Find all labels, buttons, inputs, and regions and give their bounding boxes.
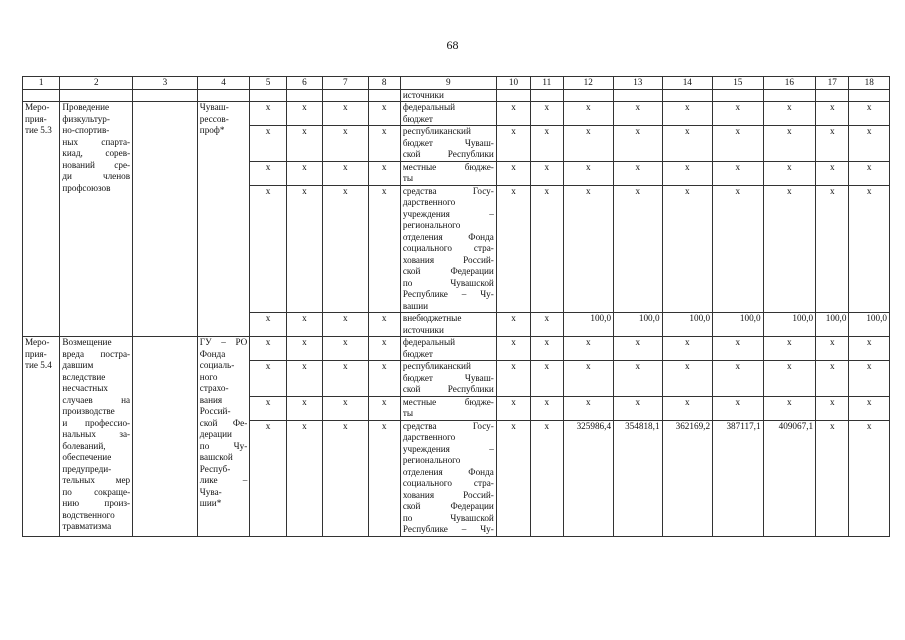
value-cell: х <box>849 396 890 420</box>
cell-line: вашской <box>199 452 233 462</box>
header-cell: 18 <box>849 77 890 90</box>
header-cell: 3 <box>133 77 198 90</box>
cell-line: федеральный <box>402 102 456 112</box>
cell-line: травматизма <box>62 521 112 531</box>
mark-cell: х <box>323 361 368 397</box>
header-cell: 10 <box>496 77 530 90</box>
mark-cell: х <box>250 313 286 337</box>
empty-cell <box>23 89 60 102</box>
cell-line: по Чувашской <box>402 277 494 288</box>
mark-cell: х <box>368 161 400 185</box>
mark-cell: х <box>323 337 368 361</box>
value-cell: х <box>614 337 663 361</box>
value-cell: х <box>713 396 764 420</box>
cell-line: республиканский <box>402 126 471 136</box>
cell-line: Республике – Чу- <box>402 289 494 299</box>
value-cell: х <box>496 161 530 185</box>
cell-line: хования Россий- <box>402 489 494 500</box>
cell-line: но-спортив- <box>62 125 110 135</box>
mark-cell: х <box>323 126 368 162</box>
source-cell <box>400 126 496 162</box>
cell-line: учреждения – <box>402 208 494 219</box>
mark-cell: х <box>323 313 368 337</box>
value-cell: х <box>713 102 764 126</box>
cell-line: по сокраще- <box>62 486 131 497</box>
value-cell: х <box>563 396 614 420</box>
value-cell: х <box>849 337 890 361</box>
value-cell: 387117,1 <box>713 420 764 536</box>
cell-line: дарственного <box>402 197 456 207</box>
mark-cell: х <box>286 313 322 337</box>
empty-cell <box>133 102 198 337</box>
cell-line: Чуваш- <box>199 102 229 112</box>
value-cell: х <box>563 102 614 126</box>
header-cell: 1 <box>23 77 60 90</box>
mark-cell: х <box>368 126 400 162</box>
header-cell: 13 <box>614 77 663 90</box>
mark-cell: х <box>286 420 322 536</box>
cell-line: киад, сорев- <box>62 148 131 158</box>
cell-line: прия- <box>25 348 47 359</box>
mark-cell: х <box>250 361 286 397</box>
cell-line: ской Федерации <box>402 266 494 276</box>
cell-line: лике – <box>199 475 248 485</box>
table-row <box>23 102 890 126</box>
mark-cell: х <box>286 102 322 126</box>
value-cell: х <box>713 161 764 185</box>
value-cell: х <box>496 361 530 397</box>
value-cell: х <box>563 126 614 162</box>
header-row <box>23 77 890 90</box>
mark-cell: х <box>250 185 286 313</box>
value-cell: х <box>662 102 713 126</box>
header-cell: 16 <box>763 77 816 90</box>
cell-line: ного <box>199 371 218 382</box>
value-cell: х <box>662 361 713 397</box>
value-cell: х <box>763 185 816 313</box>
value-cell: х <box>531 337 563 361</box>
cell-line: предупреди- <box>62 463 112 474</box>
cell-line: вреда постра- <box>62 348 131 359</box>
source-cell <box>400 185 496 313</box>
mark-cell: х <box>368 337 400 361</box>
empty-cell <box>563 89 614 102</box>
value-cell: х <box>849 361 890 397</box>
value-cell: х <box>614 161 663 185</box>
cell-line: дерации <box>199 429 232 439</box>
value-cell: х <box>816 396 849 420</box>
table-row <box>23 337 890 361</box>
cell-line: вания <box>199 394 223 405</box>
value-cell: х <box>563 185 614 313</box>
mark-cell: х <box>286 361 322 397</box>
empty-cell <box>133 337 198 537</box>
cell-line: случаев на <box>62 394 131 405</box>
cell-line: отделения Фонда <box>402 466 494 477</box>
cell-line: проф* <box>199 125 225 135</box>
value-cell: х <box>496 420 530 536</box>
empty-cell <box>133 89 198 102</box>
header-cell: 2 <box>60 77 133 90</box>
value-cell: 100,0 <box>563 313 614 337</box>
cell-line: ты <box>402 173 414 183</box>
cell-line: обеспечение <box>62 452 112 462</box>
header-cell: 6 <box>286 77 322 90</box>
value-cell: х <box>816 161 849 185</box>
value-cell: х <box>614 126 663 162</box>
value-cell: х <box>662 337 713 361</box>
value-cell: 100,0 <box>849 313 890 337</box>
mark-cell: х <box>368 185 400 313</box>
empty-cell <box>323 89 368 102</box>
header-cell: 17 <box>816 77 849 90</box>
cell-line: бюджет Чуваш- <box>402 137 494 148</box>
mark-cell: х <box>286 126 322 162</box>
value-cell: х <box>563 361 614 397</box>
value-cell: х <box>713 361 764 397</box>
cell-line: Возмещение <box>62 337 112 347</box>
value-cell: х <box>849 102 890 126</box>
cell-line: несчастных <box>62 383 108 393</box>
empty-cell <box>496 89 530 102</box>
cell-line: Проведение <box>62 102 110 112</box>
value-cell: х <box>763 161 816 185</box>
value-cell: х <box>531 102 563 126</box>
program-table <box>22 76 890 537</box>
value-cell: х <box>816 185 849 313</box>
value-cell: х <box>662 185 713 313</box>
source-cell <box>400 102 496 126</box>
mark-cell: х <box>323 161 368 185</box>
empty-cell <box>816 89 849 102</box>
cell-line: производстве <box>62 406 115 416</box>
source-cell: источники <box>400 89 496 102</box>
value-cell: 354818,1 <box>614 420 663 536</box>
empty-cell <box>531 89 563 102</box>
empty-cell <box>662 89 713 102</box>
executor-cell <box>197 102 250 337</box>
value-cell: х <box>614 361 663 397</box>
header-cell: 5 <box>250 77 286 90</box>
source-cell <box>400 313 496 337</box>
value-cell: х <box>816 102 849 126</box>
mark-cell: х <box>250 102 286 126</box>
mark-cell: х <box>286 185 322 313</box>
value-cell: х <box>713 337 764 361</box>
mark-cell: х <box>286 161 322 185</box>
mark-cell: х <box>250 420 286 536</box>
source-cell <box>400 337 496 361</box>
cell-line: внебюджетные <box>402 313 462 323</box>
cell-line: по Чу- <box>199 440 248 451</box>
value-cell: х <box>563 161 614 185</box>
cell-line: социаль- <box>199 360 235 370</box>
cell-line: отделения Фонда <box>402 231 494 242</box>
value-cell: х <box>496 126 530 162</box>
value-cell: х <box>531 361 563 397</box>
cell-line: бюджет <box>402 348 433 359</box>
cell-line: вследствие <box>62 371 106 382</box>
value-cell: х <box>849 126 890 162</box>
cell-line: Россий- <box>199 406 231 416</box>
cell-line: давшим <box>62 360 94 370</box>
cell-line: рессов- <box>199 113 229 124</box>
value-cell: х <box>816 337 849 361</box>
cell-line: нальных за- <box>62 429 131 439</box>
value-cell: х <box>531 185 563 313</box>
cell-line: шии* <box>199 498 222 508</box>
description-cell <box>60 337 133 537</box>
mark-cell: х <box>250 126 286 162</box>
value-cell: х <box>531 126 563 162</box>
empty-cell <box>197 89 250 102</box>
event-cell <box>23 337 60 537</box>
cell-line: социального стра- <box>402 243 494 253</box>
mark-cell: х <box>286 396 322 420</box>
value-cell: 100,0 <box>713 313 764 337</box>
cell-line: тие 5.3 <box>25 125 52 135</box>
empty-cell <box>849 89 890 102</box>
cell-line: регионального <box>402 455 461 465</box>
value-cell: х <box>849 161 890 185</box>
source-cell <box>400 420 496 536</box>
executor-cell <box>197 337 250 537</box>
mark-cell: х <box>368 361 400 397</box>
value-cell: х <box>531 396 563 420</box>
source-cell <box>400 361 496 397</box>
value-cell: х <box>531 420 563 536</box>
mark-cell: х <box>323 396 368 420</box>
cell-line: ской Республики <box>402 149 494 159</box>
value-cell: х <box>763 126 816 162</box>
header-cell: 11 <box>531 77 563 90</box>
empty-cell <box>250 89 286 102</box>
value-cell: х <box>816 361 849 397</box>
mark-cell: х <box>368 102 400 126</box>
value-cell: х <box>496 313 530 337</box>
value-cell: х <box>816 420 849 536</box>
cell-line: Респуб- <box>199 463 231 474</box>
cell-line: средства Госу- <box>402 185 494 196</box>
cell-line: хования Россий- <box>402 254 494 265</box>
value-cell: х <box>614 185 663 313</box>
empty-cell <box>614 89 663 102</box>
header-cell: 15 <box>713 77 764 90</box>
value-cell: х <box>763 361 816 397</box>
value-cell: х <box>496 185 530 313</box>
cell-line: страхо- <box>199 383 229 393</box>
cell-line: республиканский <box>402 361 471 371</box>
value-cell: х <box>849 185 890 313</box>
value-cell: х <box>563 337 614 361</box>
empty-cell <box>713 89 764 102</box>
value-cell: х <box>662 126 713 162</box>
description-cell <box>60 102 133 337</box>
value-cell: 362169,2 <box>662 420 713 536</box>
value-cell: х <box>614 396 663 420</box>
cell-line: тельных мер <box>62 475 131 485</box>
cell-line: тие 5.4 <box>25 360 52 370</box>
cell-line: бюджет <box>402 113 433 124</box>
cell-line: ди членов <box>62 171 131 181</box>
cell-line: болеваний, <box>62 440 106 451</box>
empty-cell <box>368 89 400 102</box>
value-cell: х <box>614 102 663 126</box>
cell-line: физкультур- <box>62 113 110 124</box>
value-cell: х <box>496 396 530 420</box>
cell-line: федеральный <box>402 337 456 347</box>
cell-line: дарственного <box>402 432 456 442</box>
value-cell: х <box>849 420 890 536</box>
cell-line: источники <box>402 324 444 335</box>
cell-line: ской Федерации <box>402 501 494 511</box>
cell-line: профсоюзов <box>62 182 111 193</box>
mark-cell: х <box>323 102 368 126</box>
mark-cell: х <box>250 161 286 185</box>
header-cell: 4 <box>197 77 250 90</box>
value-cell: х <box>713 126 764 162</box>
value-cell: 100,0 <box>763 313 816 337</box>
value-cell: х <box>662 161 713 185</box>
mark-cell: х <box>368 396 400 420</box>
cell-line: регионального <box>402 220 461 230</box>
value-cell: 409067,1 <box>763 420 816 536</box>
event-cell <box>23 102 60 337</box>
cell-line: ных спарта- <box>62 136 131 147</box>
header-cell: 14 <box>662 77 713 90</box>
cell-line: ской Республики <box>402 384 494 394</box>
mark-cell: х <box>323 420 368 536</box>
cell-line: ской Фе- <box>199 417 248 428</box>
header-cell: 9 <box>400 77 496 90</box>
cell-line: Республике – Чу- <box>402 524 494 534</box>
value-cell: х <box>763 102 816 126</box>
cell-line: средства Госу- <box>402 420 494 431</box>
cell-line: социального стра- <box>402 478 494 488</box>
cell-line: водственного <box>62 509 115 520</box>
value-cell: х <box>531 313 563 337</box>
cell-line: ты <box>402 408 414 418</box>
header-cell: 8 <box>368 77 400 90</box>
page-number: 68 <box>446 38 459 52</box>
cell-line: прия- <box>25 113 47 124</box>
cell-line: нований сре- <box>62 159 131 170</box>
cell-line: нию произ- <box>62 498 131 508</box>
value-cell: х <box>662 396 713 420</box>
value-cell: х <box>763 337 816 361</box>
header-cell: 12 <box>563 77 614 90</box>
cell-line: местные бюдже- <box>402 161 494 172</box>
value-cell: 100,0 <box>662 313 713 337</box>
header-cell: 7 <box>323 77 368 90</box>
cell-line: и профессио- <box>62 417 131 428</box>
cell-line: бюджет Чуваш- <box>402 372 494 383</box>
cell-line: Фонда <box>199 348 226 359</box>
cell-line: по Чувашской <box>402 512 494 523</box>
value-cell: х <box>713 185 764 313</box>
mark-cell: х <box>250 337 286 361</box>
source-cell <box>400 161 496 185</box>
continuation-row <box>23 89 890 102</box>
empty-cell <box>60 89 133 102</box>
mark-cell: х <box>368 313 400 337</box>
empty-cell <box>763 89 816 102</box>
cell-line: местные бюдже- <box>402 396 494 407</box>
value-cell: 325986,4 <box>563 420 614 536</box>
mark-cell: х <box>368 420 400 536</box>
value-cell: х <box>763 396 816 420</box>
value-cell: 100,0 <box>614 313 663 337</box>
value-cell: х <box>531 161 563 185</box>
source-cell <box>400 396 496 420</box>
cell-line: Меро- <box>25 102 50 112</box>
cell-line: вашии <box>402 300 429 311</box>
cell-line: Меро- <box>25 337 50 347</box>
value-cell: х <box>816 126 849 162</box>
value-cell: х <box>496 337 530 361</box>
empty-cell <box>286 89 322 102</box>
value-cell: х <box>496 102 530 126</box>
mark-cell: х <box>286 337 322 361</box>
cell-line: учреждения – <box>402 443 494 454</box>
cell-line: ГУ – РО <box>199 337 248 347</box>
mark-cell: х <box>323 185 368 313</box>
value-cell: 100,0 <box>816 313 849 337</box>
mark-cell: х <box>250 396 286 420</box>
cell-line: Чува- <box>199 486 222 497</box>
